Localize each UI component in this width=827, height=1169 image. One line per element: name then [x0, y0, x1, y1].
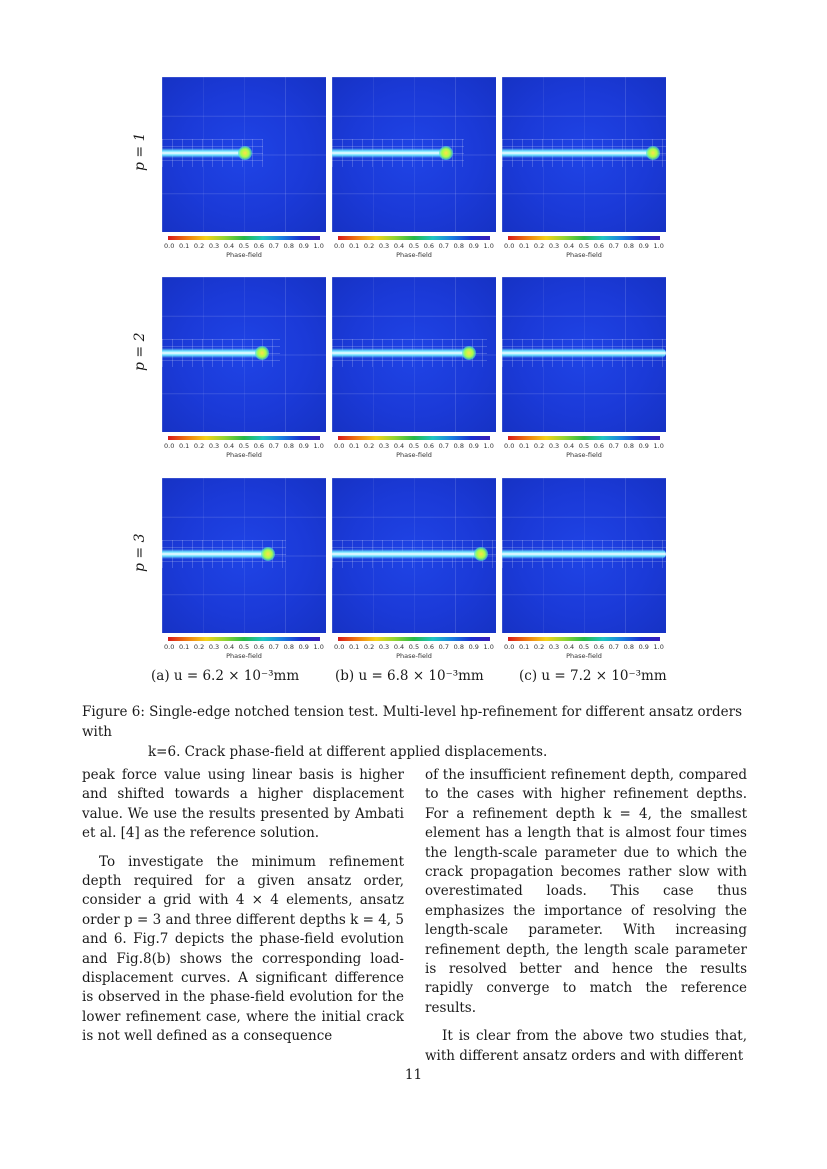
colorbar-tick-label: 0.6: [423, 242, 435, 250]
colorbar-tick-label: 0.9: [638, 442, 649, 450]
colorbar-ticks: [164, 442, 324, 450]
colorbar-tick-label: 0.1: [178, 643, 190, 651]
colorbar-tick-label: 0.0: [334, 242, 345, 250]
crack-tip: [439, 146, 453, 160]
row-label: p = 2: [132, 332, 148, 371]
colorbar-ticks: [164, 242, 324, 250]
colorbar-tick-label: 1.0: [653, 643, 664, 651]
colorbar: [508, 637, 660, 641]
crack-band: [502, 348, 666, 358]
colorbar-tick-label: 0.3: [378, 643, 390, 651]
colorbar-tick-label: 0.2: [193, 242, 205, 250]
colorbar-tick-label: 0.4: [563, 442, 575, 450]
colorbar-tick-label: 0.4: [223, 242, 235, 250]
colorbar-tick-label: 0.6: [593, 643, 605, 651]
colorbar-title: Phase-field: [566, 451, 602, 459]
colorbar-tick-label: 0.7: [438, 442, 450, 450]
colorbar-title: Phase-field: [226, 251, 262, 259]
colorbar-tick-label: 0.2: [533, 242, 545, 250]
colorbar-tick-label: 0.7: [608, 442, 620, 450]
colorbar-tick-label: 0.9: [638, 643, 649, 651]
colorbar-tick-label: 0.9: [468, 242, 479, 250]
colorbar-tick-label: 1.0: [653, 442, 664, 450]
left-paragraph-2: To investigate the minimum refinement depth required for a given ansatz order, consider a grid with 4 × 4 elements, ansatz order p = 3 and three different depths k = 4, 5 and 6. Fig.7 depicts the phase-field evolution and Fig.8(b) shows the corresponding load-displacement curves. A significant difference is observed in the phase-field evolution for the lower refinement case, where the initial crack is not well defined as a consequence: [82, 853, 404, 1045]
colorbar-tick-label: 0.1: [518, 643, 530, 651]
colorbar-title: Phase-field: [226, 652, 262, 660]
colorbar-tick-label: 0.4: [223, 643, 235, 651]
colorbar: [338, 637, 490, 641]
colorbar-tick-label: 0.3: [548, 442, 560, 450]
crack-tip: [261, 547, 275, 561]
colorbar-tick-label: 0.2: [363, 442, 375, 450]
crack-band: [332, 549, 483, 559]
crack-band: [502, 549, 666, 559]
colorbar-tick-label: 0.4: [393, 643, 405, 651]
colorbar-tick-label: 0.0: [504, 643, 515, 651]
colorbar-tick-label: 0.5: [238, 242, 250, 250]
crack-band: [502, 148, 655, 158]
crack-band: [162, 549, 270, 559]
crack-tip: [646, 146, 660, 160]
colorbar: [508, 236, 660, 240]
colorbar-tick-label: 0.7: [438, 242, 450, 250]
colorbar-tick-label: 0.5: [408, 242, 420, 250]
colorbar-tick-label: 1.0: [313, 242, 324, 250]
colorbar-tick-label: 0.0: [334, 442, 345, 450]
colorbar: [168, 436, 320, 440]
crack-band: [332, 148, 448, 158]
colorbar-ticks: [334, 442, 494, 450]
colorbar-tick-label: 0.7: [438, 643, 450, 651]
crack-tip: [238, 146, 252, 160]
colorbar-title: Phase-field: [566, 251, 602, 259]
colorbar-tick-label: 0.9: [298, 242, 309, 250]
colorbar-tick-label: 0.5: [408, 643, 420, 651]
caption-line-2: k=6. Crack phase-field at different applied displacements.: [148, 744, 548, 760]
colorbar-title: Phase-field: [396, 251, 432, 259]
row-label: p = 3: [132, 533, 148, 572]
colorbar-tick-label: 1.0: [313, 643, 324, 651]
row-label: p = 1: [132, 132, 148, 171]
colorbar-tick-label: 0.4: [563, 643, 575, 651]
colorbar-tick-label: 0.0: [164, 643, 175, 651]
colorbar-tick-label: 0.4: [563, 242, 575, 250]
phase-field-plot: [502, 478, 666, 633]
colorbar-tick-label: 0.9: [468, 442, 479, 450]
colorbar-tick-label: 0.6: [253, 442, 265, 450]
colorbar-tick-label: 0.3: [378, 242, 390, 250]
colorbar-tick-label: 0.6: [593, 242, 605, 250]
phase-field-plot: [332, 77, 496, 232]
figure-caption: [82, 702, 746, 762]
colorbar-tick-label: 0.9: [638, 242, 649, 250]
colorbar-tick-label: 0.0: [504, 242, 515, 250]
page-number: 11: [404, 1067, 423, 1083]
colorbar-tick-label: 0.8: [623, 643, 634, 651]
right-paragraph-1: of the insufficient refinement depth, compared to the cases with higher refinement depths. For a refinement depth k = 4, the smallest element has a length that is almost four times the length-scale parameter due to which the crack propagation becomes rather slow with overestimated loads. This case thus emphasizes the importance of resolving the length-scale parameter. With increasing refinement depth, the length scale parameter is resolved better and hence the results rapidly converge to match the reference results.: [425, 767, 747, 1016]
crack-tip: [462, 346, 476, 360]
colorbar-tick-label: 0.8: [623, 442, 634, 450]
colorbar-tick-label: 0.2: [193, 442, 205, 450]
phase-field-plot: [502, 77, 666, 232]
colorbar-tick-label: 0.7: [608, 643, 620, 651]
colorbar-tick-label: 1.0: [313, 442, 324, 450]
colorbar-tick-label: 0.8: [453, 242, 464, 250]
phase-field-plot: [162, 277, 326, 432]
colorbar-tick-label: 0.0: [334, 643, 345, 651]
colorbar-tick-label: 0.1: [348, 442, 360, 450]
right-paragraph-2: It is clear from the above two studies that, with different ansatz orders and with different: [425, 1028, 747, 1064]
colorbar-tick-label: 0.7: [268, 643, 280, 651]
colorbar-tick-label: 0.9: [468, 643, 479, 651]
colorbar-tick-label: 0.1: [348, 242, 360, 250]
crack-band: [162, 148, 247, 158]
subcaption-a: (a) u = 6.2 × 10⁻³mm: [151, 668, 300, 684]
colorbar-tick-label: 0.4: [223, 442, 235, 450]
colorbar-tick-label: 0.1: [518, 242, 530, 250]
colorbar-ticks: [334, 643, 494, 651]
phase-field-plot: [332, 277, 496, 432]
colorbar-tick-label: 0.1: [348, 643, 360, 651]
colorbar-tick-label: 0.3: [208, 242, 220, 250]
left-column: [82, 766, 404, 1056]
colorbar-tick-label: 0.1: [518, 442, 530, 450]
colorbar-tick-label: 0.9: [298, 442, 309, 450]
colorbar-tick-label: 0.3: [378, 442, 390, 450]
colorbar-tick-label: 0.6: [253, 643, 265, 651]
colorbar-tick-label: 1.0: [653, 242, 664, 250]
colorbar-tick-label: 0.0: [164, 442, 175, 450]
colorbar: [508, 436, 660, 440]
phase-field-plot: [502, 277, 666, 432]
colorbar-tick-label: 0.5: [578, 242, 590, 250]
colorbar-tick-label: 0.7: [268, 442, 280, 450]
colorbar-ticks: [164, 643, 324, 651]
colorbar-tick-label: 0.5: [578, 643, 590, 651]
colorbar-tick-label: 0.4: [393, 442, 405, 450]
colorbar-tick-label: 0.6: [423, 442, 435, 450]
colorbar-tick-label: 0.7: [608, 242, 620, 250]
colorbar-tick-label: 0.6: [253, 242, 265, 250]
colorbar-ticks: [334, 242, 494, 250]
colorbar-tick-label: 0.8: [453, 643, 464, 651]
colorbar-tick-label: 0.5: [408, 442, 420, 450]
colorbar: [168, 637, 320, 641]
colorbar-tick-label: 0.2: [533, 643, 545, 651]
colorbar-tick-label: 1.0: [483, 643, 494, 651]
colorbar-tick-label: 0.2: [363, 643, 375, 651]
colorbar-tick-label: 0.6: [593, 442, 605, 450]
colorbar: [338, 236, 490, 240]
colorbar-tick-label: 1.0: [483, 442, 494, 450]
phase-field-plot: [332, 478, 496, 633]
colorbar-tick-label: 0.2: [363, 242, 375, 250]
crack-tip: [255, 346, 269, 360]
colorbar-tick-label: 0.1: [178, 242, 190, 250]
subcaption-b: (b) u = 6.8 × 10⁻³mm: [335, 668, 484, 684]
colorbar-title: Phase-field: [396, 652, 432, 660]
colorbar-tick-label: 0.3: [208, 643, 220, 651]
colorbar-tick-label: 0.8: [283, 643, 294, 651]
left-paragraph-1: peak force value using linear basis is higher and shifted towards a higher displacement value. We use the results presented by Ambati et al. [4] as the reference solution.: [82, 767, 404, 842]
colorbar-tick-label: 0.1: [178, 442, 190, 450]
colorbar-tick-label: 0.3: [208, 442, 220, 450]
colorbar-tick-label: 0.3: [548, 242, 560, 250]
colorbar-tick-label: 0.7: [268, 242, 280, 250]
colorbar-tick-label: 0.6: [423, 643, 435, 651]
colorbar-title: Phase-field: [226, 451, 262, 459]
colorbar-tick-label: 0.9: [298, 643, 309, 651]
crack-band: [332, 348, 471, 358]
colorbar-tick-label: 1.0: [483, 242, 494, 250]
colorbar-tick-label: 0.2: [533, 442, 545, 450]
colorbar-tick-label: 0.2: [193, 643, 205, 651]
crack-band: [162, 348, 264, 358]
phase-field-plot: [162, 478, 326, 633]
right-column: [425, 766, 747, 1075]
colorbar-tick-label: 0.8: [283, 442, 294, 450]
colorbar-tick-label: 0.5: [578, 442, 590, 450]
colorbar-tick-label: 0.4: [393, 242, 405, 250]
colorbar-ticks: [504, 442, 664, 450]
subcaption-c: (c) u = 7.2 × 10⁻³mm: [519, 668, 667, 684]
colorbar: [338, 436, 490, 440]
colorbar: [168, 236, 320, 240]
colorbar-title: Phase-field: [396, 451, 432, 459]
colorbar-tick-label: 0.8: [453, 442, 464, 450]
colorbar-tick-label: 0.8: [283, 242, 294, 250]
phase-field-plot: [162, 77, 326, 232]
colorbar-ticks: [504, 643, 664, 651]
colorbar-ticks: [504, 242, 664, 250]
colorbar-tick-label: 0.5: [238, 442, 250, 450]
colorbar-tick-label: 0.3: [548, 643, 560, 651]
caption-line-1: Figure 6: Single-edge notched tension test. Multi-level hp-refinement for different ansatz orders with: [82, 704, 743, 740]
colorbar-tick-label: 0.8: [623, 242, 634, 250]
colorbar-title: Phase-field: [566, 652, 602, 660]
colorbar-tick-label: 0.0: [164, 242, 175, 250]
colorbar-tick-label: 0.5: [238, 643, 250, 651]
colorbar-tick-label: 0.0: [504, 442, 515, 450]
crack-tip: [474, 547, 488, 561]
